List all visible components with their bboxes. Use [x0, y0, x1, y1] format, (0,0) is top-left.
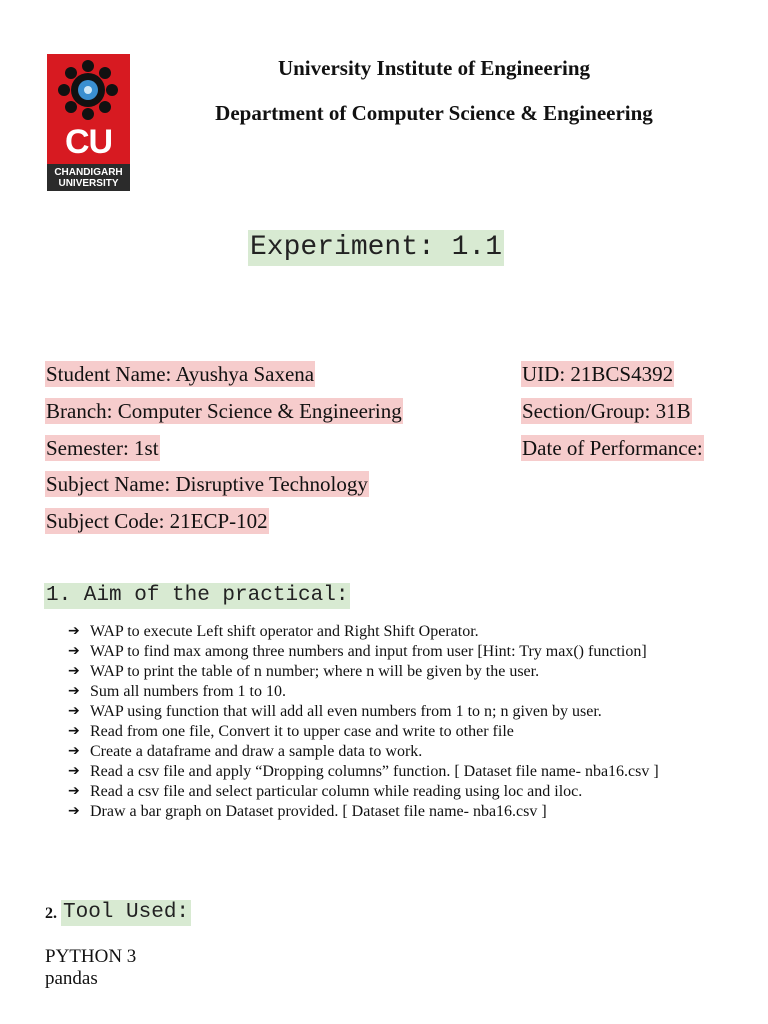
list-item: ➔ WAP using function that will add all even numbers from 1 to n; n given by user.: [68, 703, 602, 720]
tool-item: PYTHON 3: [45, 946, 137, 967]
student-uid: UID: 21BCS4392: [522, 362, 674, 386]
department-title: Department of Computer Science & Engineering: [215, 101, 653, 125]
list-item: ➔ WAP to execute Left shift operator and Right Shift Operator.: [68, 623, 479, 640]
logo-caption: CHANDIGARH UNIVERSITY: [47, 164, 130, 191]
list-item: ➔ Create a dataframe and draw a sample data to work.: [68, 743, 423, 760]
arrow-icon: ➔: [68, 783, 80, 799]
arrow-icon: ➔: [68, 663, 80, 679]
tool-item: pandas: [45, 968, 98, 989]
emblem-icon: [55, 58, 122, 122]
date-of-performance: Date of Performance:: [522, 436, 703, 460]
arrow-icon: ➔: [68, 683, 80, 699]
experiment-title: Experiment: 1.1: [248, 230, 504, 266]
university-logo: [47, 54, 130, 191]
list-item: ➔ Draw a bar graph on Dataset provided. [ Dataset file name- nba16.csv ]: [68, 803, 547, 820]
logo-mark: CU: [64, 123, 113, 161]
arrow-icon: ➔: [68, 743, 80, 759]
tools-number: 2.: [45, 905, 57, 922]
aim-heading: 1. Aim of the practical:: [46, 584, 349, 607]
tools-heading: Tool Used:: [63, 901, 190, 924]
student-section: Section/Group: 31B: [522, 399, 691, 423]
student-name: Student Name: Ayushya Saxena: [46, 362, 315, 386]
subject-code: Subject Code: 21ECP-102: [46, 509, 268, 533]
list-item: ➔ Read a csv file and apply “Dropping columns” function. [ Dataset file name- nba16.csv ]: [68, 763, 659, 780]
arrow-icon: ➔: [68, 623, 80, 639]
arrow-icon: ➔: [68, 643, 80, 659]
arrow-icon: ➔: [68, 803, 80, 819]
list-item: ➔ WAP to print the table of n number; where n will be given by the user.: [68, 663, 540, 680]
institute-title: University Institute of Engineering: [277, 56, 591, 80]
aim-list: [68, 622, 708, 822]
list-item: ➔ Sum all numbers from 1 to 10.: [68, 683, 286, 700]
arrow-icon: ➔: [68, 723, 80, 739]
list-item: ➔ Read from one file, Convert it to upper case and write to other file: [68, 723, 514, 740]
arrow-icon: ➔: [68, 703, 80, 719]
list-item: ➔ Read a csv file and select particular column while reading using loc and iloc.: [68, 783, 583, 800]
arrow-icon: ➔: [68, 763, 80, 779]
list-item: ➔ WAP to find max among three numbers and input from user [Hint: Try max() function]: [68, 643, 647, 660]
student-semester: Semester: 1st: [46, 436, 159, 460]
student-branch: Branch: Computer Science & Engineering: [46, 399, 402, 423]
subject-name: Subject Name: Disruptive Technology: [46, 472, 368, 496]
